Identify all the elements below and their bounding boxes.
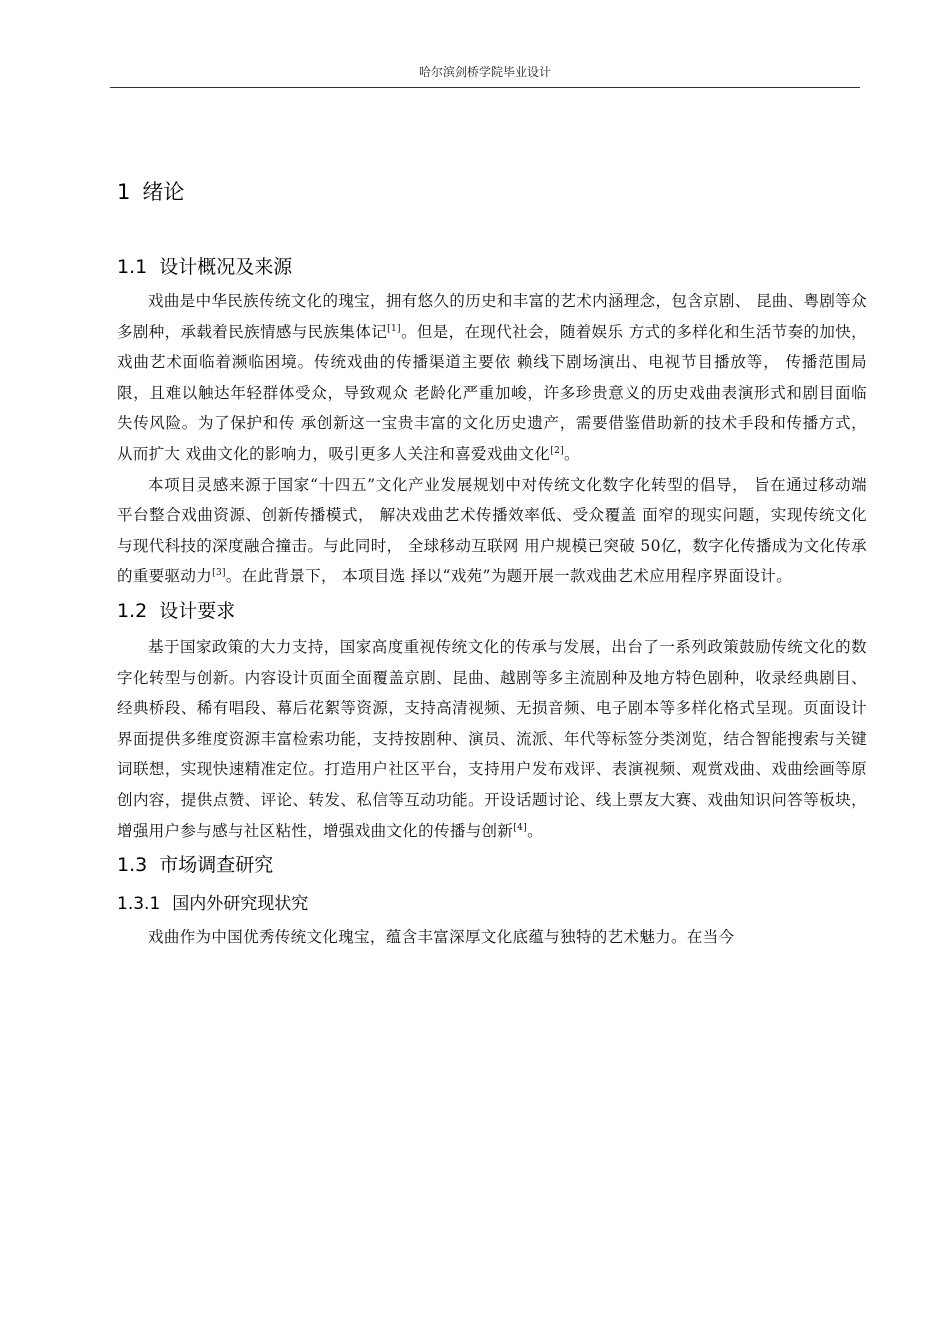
paragraph-text: 戏曲是中华民族传统文化的瑰宝，拥有悠久的历史和丰富的艺术内涵理念，包含京剧、 昆曲、粤剧等众多剧种，承载着民族情感与民族集体记 <box>117 292 867 341</box>
page-header <box>110 62 860 88</box>
paragraph-text: 戏曲作为中国优秀传统文化瑰宝，蕴含丰富深厚文化底蕴与独特的艺术魅力。在当今 <box>148 928 735 947</box>
citation-ref: [2] <box>550 445 565 456</box>
paragraph <box>117 286 867 470</box>
chapter-title <box>117 170 867 214</box>
header-text: 哈尔滨剑桥学院毕业设计 <box>418 65 551 79</box>
paragraph-text: 。在此背景下， 本项目选 择以“戏苑”为题开展一款戏曲艺术应用程序界面设计。 <box>225 567 792 586</box>
paragraph <box>117 922 867 953</box>
citation-ref: [1] <box>387 323 401 334</box>
subsection-title-text: 国内外研究现状究 <box>172 894 309 915</box>
document-body <box>117 170 867 953</box>
section-title-text: 设计要求 <box>159 599 236 622</box>
paragraph <box>117 632 867 846</box>
paragraph-text: 。 <box>564 444 580 463</box>
section-title <box>117 250 867 284</box>
citation-ref: [3] <box>212 568 226 579</box>
subsection-number: 1.3.1 <box>117 894 161 915</box>
section-title-text: 市场调查研究 <box>159 854 274 877</box>
paragraph-text: 。但是，在现代社会，随着娱乐 方式的多样化和生活节奏的加快，戏曲艺术面临着濒临困境。传统戏曲的传播渠道主要依 赖线下剧场演出、电视节目播放等， 传播范围局限，且难以触达年轻群体受众，导致观众 老龄化严重加峻，许多珍贵意义的历史戏曲表演形式和剧目面临失传风险。为了保护和传 承创新这一宝贵丰富的文化历史遗产，需要借鉴借助新的技术手段和传播方式，从而扩大 戏曲文化的影响力，吸引更多人关注和喜爱戏曲文化 <box>117 322 867 463</box>
section-title <box>117 594 867 628</box>
chapter-title-text: 绪论 <box>142 180 185 204</box>
subsection-title <box>117 886 867 922</box>
chapter-number: 1 <box>117 180 131 204</box>
paragraph <box>117 470 867 592</box>
paragraph-text: 。 <box>527 821 543 840</box>
paragraph-text: 本项目灵感来源于国家“十四五”文化产业发展规划中对传统文化数字化转型的倡导， 旨在通过移动端平台整合戏曲资源、创新传播模式， 解决戏曲艺术传播效率低、受众覆盖 面窄的现实问题，实现传统文化与现代科技的深度融合撞击。与此同时， 全球移动互联网 用户规模已突破 50亿，数字化传播成为文化传承的重要驱动力 <box>117 475 867 586</box>
section-title <box>117 848 867 882</box>
section-number: 1.3 <box>117 854 148 877</box>
paragraph-text: 基于国家政策的大力支持，国家高度重视传统文化的传承与发展，出台了一系列政策鼓励传统文化的数字化转型与创新。内容设计页面全面覆盖京剧、昆曲、越剧等多主流剧种及地方特色剧种，收录经典剧目、经典桥段、稀有唱段、幕后花絮等资源，支持高清视频、无损音频、电子剧本等多样化格式呈现。页面设计界面提供多维度资源丰富检索功能，支持按剧种、演员、流派、年代等标签分类浏览，结合智能搜索与关键词联想，实现快速精准定位。打造用户社区平台，支持用户发布戏评、表演视频、观赏戏曲、戏曲绘画等原创内容，提供点赞、评论、转发、私信等互动功能。开设话题讨论、线上票友大赛、戏曲知识问答等板块，增强用户参与感与社区粘性，增强戏曲文化的传播与创新 <box>117 637 867 840</box>
citation-ref: [4] <box>513 822 528 833</box>
section-number: 1.1 <box>117 256 148 278</box>
section-title-text: 设计概况及来源 <box>159 256 293 278</box>
section-number: 1.2 <box>117 599 148 622</box>
